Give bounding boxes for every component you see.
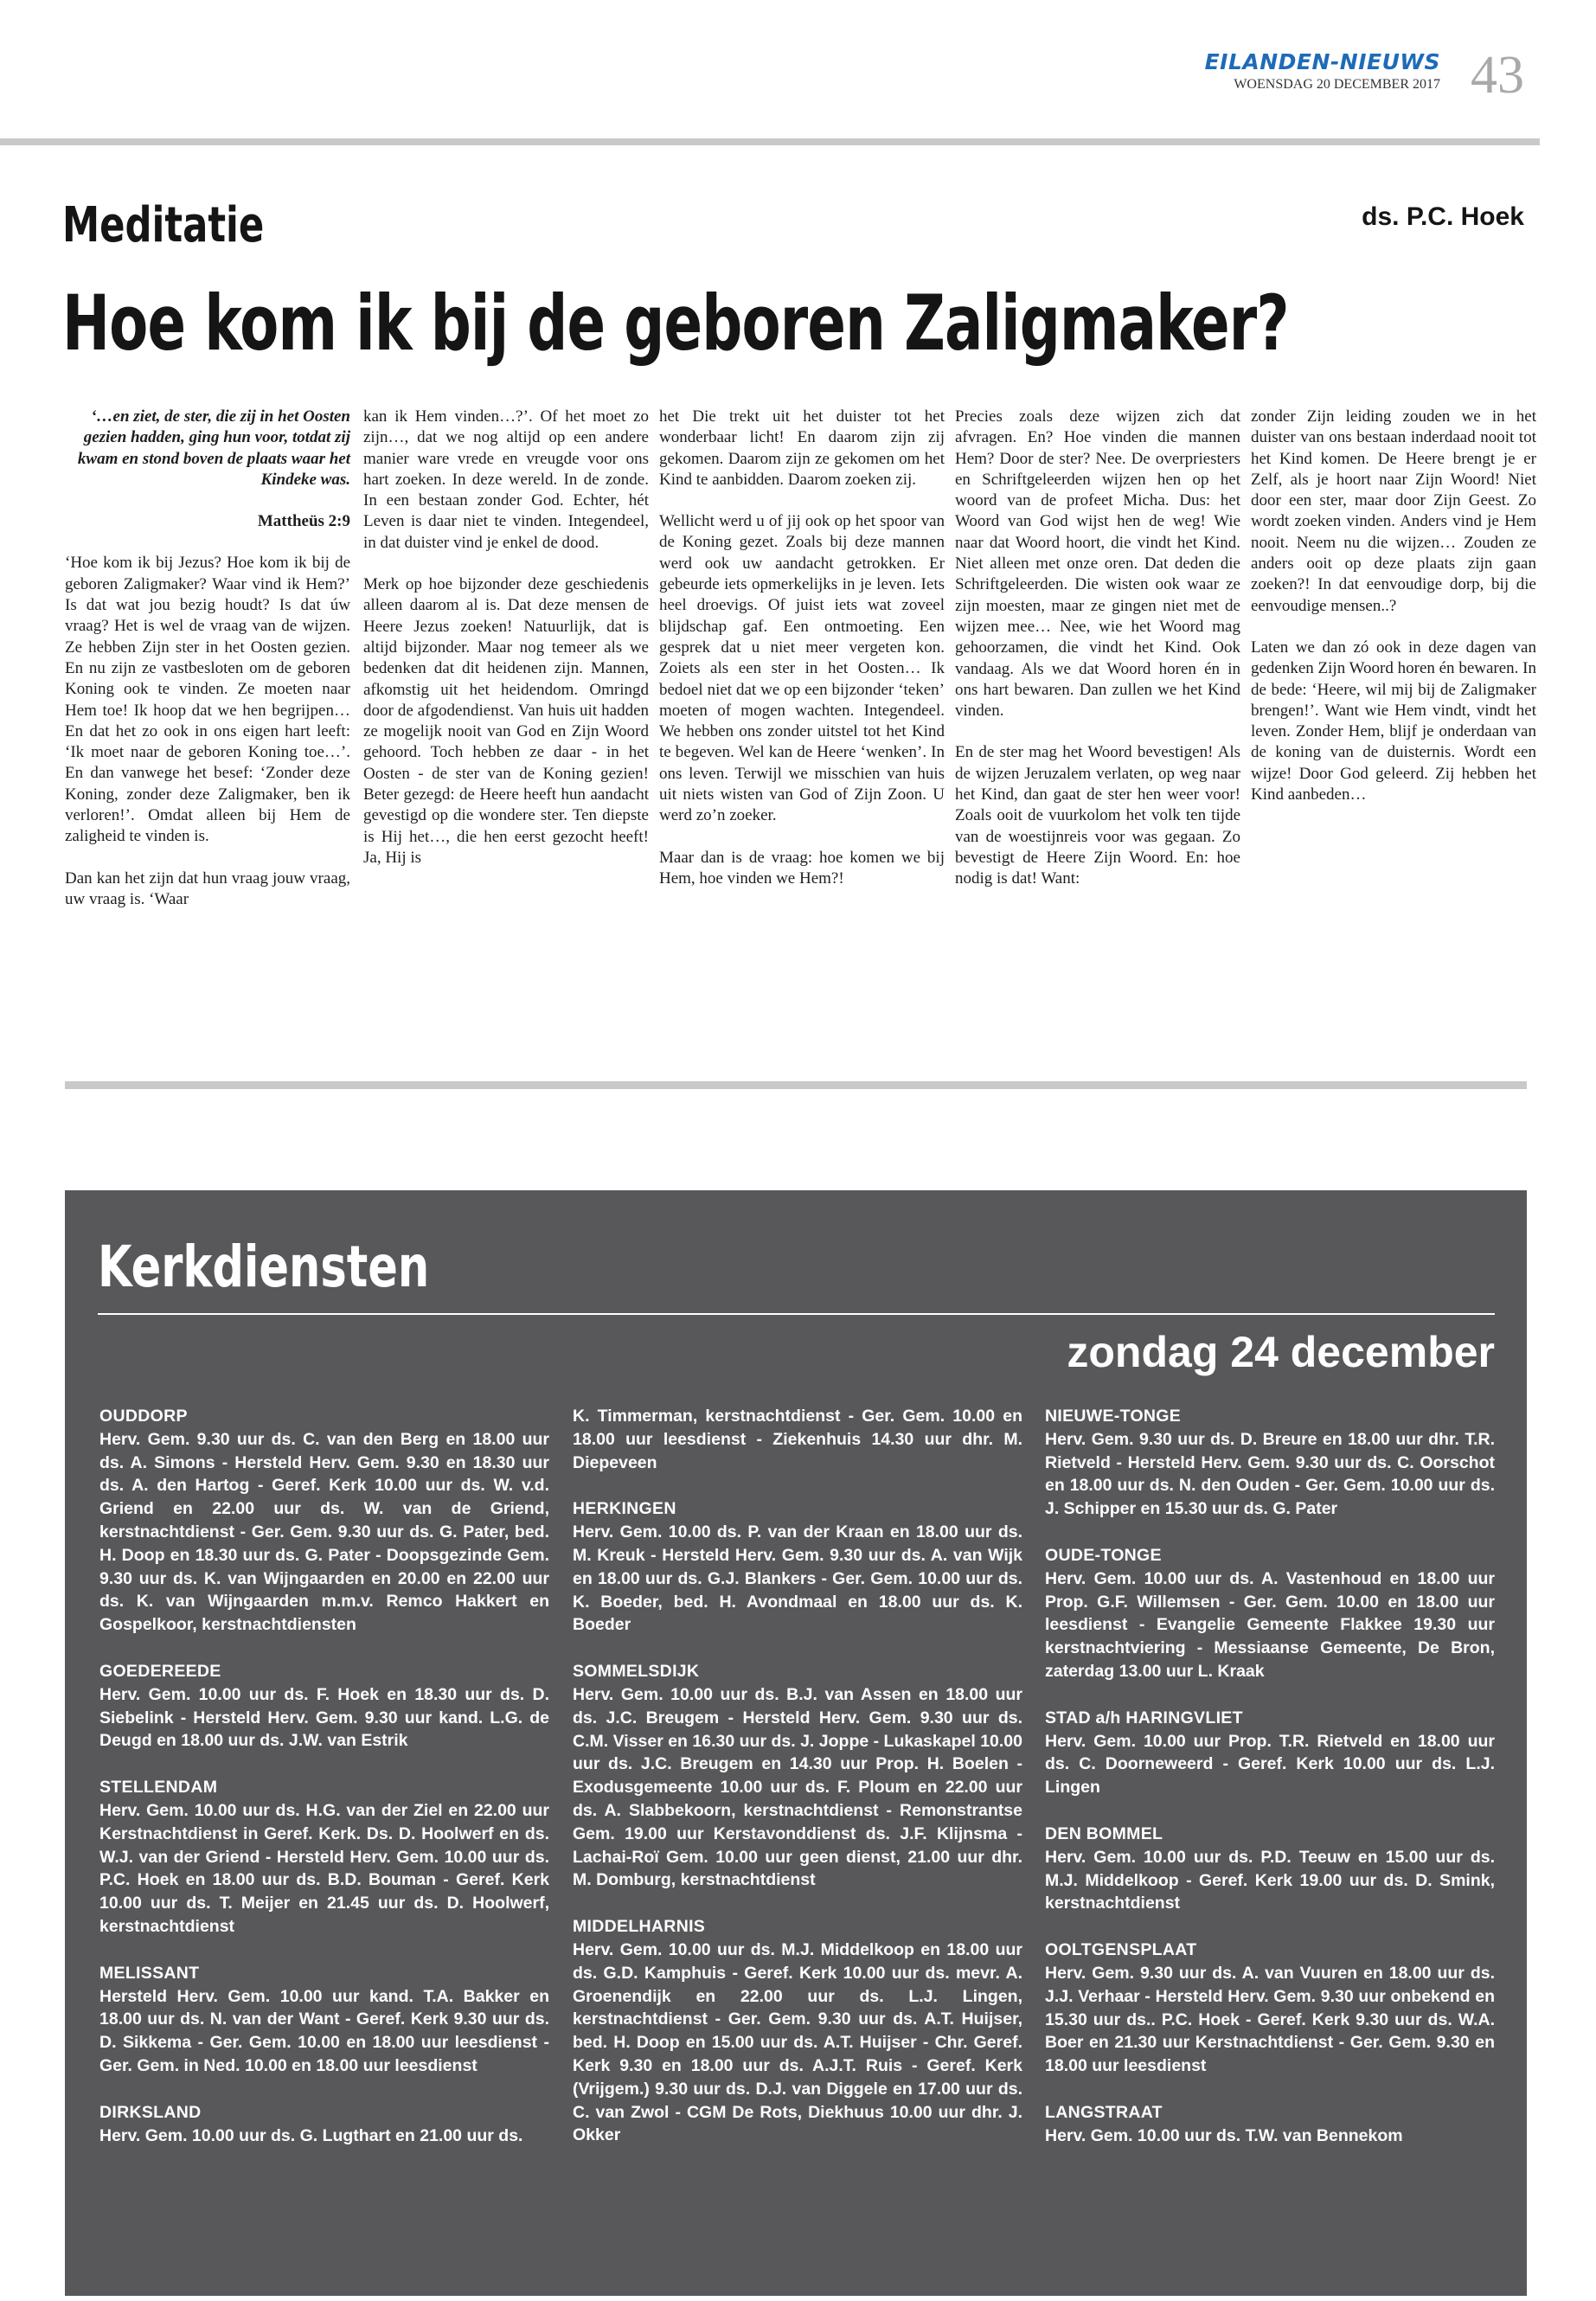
services-column-2 [573,1405,1022,2170]
service-text: Herv. Gem. 10.00 uur ds. M.J. Middelkoop en 18.00 uur ds. G.D. Kamphuis - Geref. Kerk 10.00 uur ds. mevr. A. Groenendijk en 22.00 uur ds. L.J. Lingen, kerstnachtdienst - Ger. Gem. 9.30 uur ds. A.T. Huijser, bed. H. Doop en 15.00 uur ds. A.T. Huijser - Chr. Geref. Kerk 9.30 en 18.00 uur ds. A.J.T. Ruis - Geref. Kerk (Vrijgem.) 9.30 uur ds. D.J. van Diggele en 17.00 uur ds. C. van Zwol - CGM De Rots, Diekhuus 10.00 uur dhr. J. Okker [573,1939,1022,2145]
paragraph: het Die trekt uit het duister tot het wonderbaar licht! En daarom zijn zij gekomen. Daarom zijn ze gekomen om het Kind te aanbidden. Daarom zoeken zij. [659,407,945,489]
paragraph: kan ik Hem vinden…?’. Of het moet zo zijn…, dat we nog altijd op een andere manier ware vrede en vreugde voor ons hart zoeken. In deze wereld. In de zonde. In een bestaan zonder God. Echter, hét Leven is daar niet te vinden. Integendeel, in dat duister vind je enkel de dood. [363,407,649,552]
place-name: MELISSANT [99,1963,200,1983]
service-entry [1045,1544,1495,1683]
service-text: Hersteld Herv. Gem. 10.00 uur kand. T.A. Bakker en 18.00 uur ds. N. van der Want - Geref. Kerk 9.30 uur ds. D. Sikkema - Ger. Gem. 10.00 en 18.00 uur leesdienst - Ger. Gem. in Ned. 10.00 en 18.00 uur leesdienst [99,1986,549,2075]
service-text: Herv. Gem. 10.00 uur ds. A. Vastenhoud en 18.00 uur Prop. G.F. Willemsen - Ger. Gem. 10.00 en 18.00 uur leesdienst - Evangelie Gemeente Flakkee 19.30 uur kerstnachtviering - Messiaanse Gemeente, De Bron, zaterdag 13.00 uur L. Kraak [1045,1568,1495,1681]
place-name: STELLENDAM [99,1778,218,1798]
service-text: Herv. Gem. 10.00 uur ds. P.D. Teeuw en 15.00 uur ds. M.J. Middelkoop - Geref. Kerk 19.00 uur ds. D. Smink, kerstnachtdienst [1045,1847,1495,1913]
section-divider [65,1081,1527,1089]
top-divider [0,138,1540,145]
article-column-1 [65,407,350,931]
paragraph: Merk op hoe bijzonder deze geschiedenis alleen daarom al is. Dat deze mensen de Heere Jezus zoeken! Natuurlijk, dat is altijd bijzonder. Maar nog temeer als we bedenken dat dit heidenen zijn. Mannen, afkomstig uit het heidendom. Omringd door de afgodendienst. Van huis uit hadden ze mogelijk nooit van God en Zijn Woord gehoord. Toch hebben ze daar - in het Oosten - de ster van de Koning gezien! Beter gezegd: de Heere heeft hun aandacht gevestigd op die wondere ster. Ten diepste is Hij het…, die hen eerst gezocht heeft! Ja, Hij is [363,575,649,867]
title-underline [98,1313,1495,1315]
place-name: LANGSTRAAT [1045,2102,1163,2122]
service-text: Herv. Gem. 10.00 uur ds. F. Hoek en 18.30 uur ds. D. Siebelink - Hersteld Herv. Gem. 9.30 uur kand. L.G. de Deugd en 18.00 uur ds. J.W. van Estrik [99,1684,549,1751]
article-author: ds. P.C. Hoek [1362,202,1524,231]
paragraph: Precies zoals deze wijzen zich dat afvragen. En? Hoe vinden die mannen Hem? Door de ster? Nee. De overpriesters en Schriftgeleerden wijzen hen op het woord van de profeet Micha. Dus: het Woord van God wijst hen de weg! Wie naar dat Woord hoort, die vindt het Kind. Niet alleen met onze oren. Dat deden die Schriftgeleerden. Die wisten ook waar ze zijn moesten, maar ze gingen niet met de wijzen mee… Nee, wie het Woord mag gehoorzamen, die vindt het Kind. Ook vandaag. Als we dat Woord horen én in ons hart bewaren. Dan zullen we het Kind vinden. [955,407,1240,721]
place-name: MIDDELHARNIS [573,1917,706,1937]
paragraph: Laten we dan zó ook in deze dagen van gedenken Zijn Woord horen én bewaren. In de bede: ‘Heere, wil mij bij de Zaligmaker brengen!’. Want wie Hem vindt, vindt het leven. Zonder Hem, blijf je onderdaan van de koning van de duisternis. Wordt een wijze! Door God geleerd. Zij hebben het Kind aanbeden… [1251,638,1536,804]
service-entry [1045,2101,1495,2148]
service-entry [573,1660,1022,1892]
place-name: DIRKSLAND [99,2102,202,2122]
service-entry [1045,1707,1495,1799]
service-entry [99,1405,549,1637]
bible-quote: ‘…en ziet, de ster, die zij in het Oosten gezien hadden, ging hun voor, totdat zij kwam en stond boven de plaats waar het Kindeke was. [77,407,350,489]
service-text: Herv. Gem. 9.30 uur ds. D. Breure en 18.00 uur dhr. T.R. Rietveld - Hersteld Herv. Gem. 9.30 uur ds. C. Oorschot en 18.00 uur ds. N. den Ouden - Ger. Gem. 10.00 uur ds. J. Schipper en 15.30 uur ds. G. Pater [1045,1429,1495,1519]
service-text: Herv. Gem. 9.30 uur ds. C. van den Berg en 18.00 uur ds. A. Simons - Hersteld Herv. Gem. 9.30 en 18.30 uur ds. A. den Hartog - Geref. Kerk 10.00 uur ds. W. v.d. Griend en 22.00 uur ds. W. van de Griend, kerstnachtdienst - Ger. Gem. 9.30 uur ds. G. Pater, bed. H. Doop en 18.30 uur ds. G. Pater - Doopsgezinde Gem. 9.30 uur ds. K. van Wijngaarden en 20.00 en 22.00 uur ds. K. van Wijngaarden m.m.v. Remco Hakkert en Gospelkoor, kerstnachtdiensten [99,1429,549,1635]
service-entry [99,1776,549,1939]
service-entry [99,1660,549,1753]
issue-date: WOENSDAG 20 DECEMBER 2017 [1234,77,1440,92]
service-entry [1045,1939,1495,2078]
service-entry [99,1962,549,2078]
place-name: OUDE-TONGE [1045,1545,1162,1565]
article-column-3 [659,407,945,910]
service-text: Herv. Gem. 10.00 uur ds. B.J. van Assen en 18.00 uur ds. J.C. Breugem - Hersteld Herv. Gem. 9.30 uur ds. C.M. Visser en 16.30 uur ds. J. Joppe - Lukaskapel 10.00 uur ds. J.C. Breugem en 14.30 uur Prop. H. Boelen - Exodusgemeente 10.00 uur ds. F. Ploum en 22.00 uur ds. A. Slabbekoorn, kerstnachtdienst - Remonstrantse Gem. 19.00 uur Kerstavonddienst ds. J.F. Klijnsma - Lachai-Roï Gem. 10.00 uur geen dienst, 21.00 uur dhr. M. Domburg, kerstnachtdienst [573,1684,1022,1890]
paragraph: Wellicht werd u of jij ook op het spoor van de Koning gezet. Zoals bij deze mannen werd ook uw aandacht getrokken. Er gebeurde iets opmerkelijks in je leven. Iets heel droevigs. Of juist iets wat zoveel blijdschap gaf. Een ontmoeting. Een gesprek dat u niet meer vergeten kon. Zoiets als een ster in het Oosten… Ik bedoel niet dat we op een bijzonder ‘teken’ moeten of mogen wachten. Integendeel. We hebben ons zonder uitstel tot het Kind te begeven. Wel kan de Heere ‘wenken’. In ons leven. Terwijl we misschien van huis uit niets wisten van God of Zijn Zoon. U werd zo’n zoeker. [659,512,945,825]
place-name: STAD a/h HARINGVLIET [1045,1708,1243,1727]
service-entry [1045,1405,1495,1521]
masthead [1194,50,1440,93]
church-services-title: Kerkdiensten [98,1234,430,1300]
service-text: Herv. Gem. 10.00 uur ds. H.G. van der Ziel en 22.00 uur Kerstnachtdienst in Geref. Kerk. Ds. D. Hoolwerf en ds. W.J. van der Griend - Hersteld Herv. Gem. 10.00 uur ds. P.C. Hoek en 18.00 uur ds. B.D. Bouman - Geref. Kerk 10.00 uur ds. T. Meijer en 21.45 uur ds. D. Hoolwerf, kerstnachtdienst [99,1800,549,1936]
service-text: K. Timmerman, kerstnachtdienst - Ger. Gem. 10.00 en 18.00 uur leesdienst - Ziekenhuis 14.30 uur dhr. M. Diepeveen [573,1407,1022,1472]
place-name: OUDDORP [99,1407,188,1426]
article-column-5 [1251,407,1536,826]
paragraph: zonder Zijn leiding zouden we in het duister van ons bestaan inderdaad nooit tot het Kind komen. De Heere brengt je er Zelf, als je hoort naar Zijn Woord! Niet door een ster, maar door Zijn Geest. Zo wordt zoeken vinden. Anders vind je Hem nooit. Neem nu die wijzen… Zouden ze anders ooit op deze plaats zijn gaan zoeken?! In dat eenvoudige dorp, bij die eenvoudige mensen..? [1251,407,1536,615]
church-services-box [65,1190,1527,2296]
article-column-2 [363,407,649,889]
newspaper-logo: EILANDEN-NIEUWS [1204,49,1440,74]
place-name: HERKINGEN [573,1499,676,1519]
service-entry [573,1915,1022,2147]
service-text: Herv. Gem. 9.30 uur ds. A. van Vuuren en 18.00 uur ds. J.J. Verhaar - Hersteld Herv. Gem. 9.30 uur onbekend en 15.30 uur ds.. P.C. Hoek - Geref. Kerk 9.30 uur ds. W.A. Boer en 21.30 uur Kerstnachtdienst - Ger. Gem. 9.30 en 18.00 uur leesdienst [1045,1963,1495,2076]
paragraph: ‘Hoe kom ik bij Jezus? Hoe kom ik bij de geboren Zaligmaker? Waar vind ik Hem?’ Is dat wat jou bezig houdt? Is dat úw vraag? Het is wel de vraag van de wijzen. Ze hebben Zijn ster in het Oosten gezien. En nu zijn ze vastbesloten om de geboren Koning ook te vinden. Ze moeten naar Hem toe! Ik hoop dat we hen begrijpen… En dat het zo ook in ons eigen hart leeft: ‘Ik moet naar de geboren Koning toe…’. En dan vanwege het besef: ‘Zonder deze Koning, zonder deze Zaligmaker, ben ik verloren!’. Omdat alleen bij Hem de zaligheid te vinden is. [65,554,350,846]
article-column-4 [955,407,1240,911]
services-column-3 [1045,1405,1495,2171]
article-headline: Hoe kom ik bij de geboren Zaligmaker? [62,279,1289,368]
place-name: DEN BOMMEL [1045,1823,1163,1843]
place-name: SOMMELSDIJK [573,1662,700,1682]
service-entry [573,1405,1022,1474]
paragraph: En de ster mag het Woord bevestigen! Als de wijzen Jeruzalem verlaten, op weg naar het Kind, dan gaat de ster hen weer voor! Zoals ooit de vuurkolom het volk ten tijde van de woestijnreis voor was gegaan. Zo bevestigt de Heere Zijn Woord. En: hoe nodig is dat! Want: [955,743,1240,888]
section-label: Meditatie [62,197,265,253]
service-text: Herv. Gem. 10.00 uur ds. G. Lugthart en 21.00 uur ds. [99,2125,523,2145]
paragraph: Dan kan het zijn dat hun vraag jouw vraag, uw vraag is. ‘Waar [65,868,350,908]
place-name: OOLTGENSPLAAT [1045,1940,1197,1960]
service-text: Herv. Gem. 10.00 uur Prop. T.R. Rietveld en 18.00 uur ds. C. Doorneweerd - Geref. Kerk 10.00 uur ds. L.J. Lingen [1045,1731,1495,1798]
place-name: NIEUWE-TONGE [1045,1407,1182,1426]
services-date: zondag 24 december [1067,1328,1495,1376]
place-name: GOEDEREEDE [99,1661,221,1681]
service-text: Herv. Gem. 10.00 uur ds. T.W. van Bennekom [1045,2125,1403,2145]
page-number: 43 [1471,46,1524,105]
service-entry [573,1497,1022,1637]
services-column-1 [99,1405,549,2170]
service-entry [1045,1823,1495,1915]
service-text: Herv. Gem. 10.00 ds. P. van der Kraan en 18.00 uur ds. M. Kreuk - Hersteld Herv. Gem. 9.30 uur ds. A. van Wijk en 18.00 uur ds. G.J. Blankers - Ger. Gem. 10.00 uur ds. K. Boeder, bed. H. Avondmaal en 18.00 uur ds. K. Boeder [573,1522,1022,1635]
bible-reference: Mattheüs 2:9 [257,512,350,531]
paragraph: Maar dan is de vraag: hoe komen we bij Hem, hoe vinden we Hem?! [659,848,945,888]
service-entry [99,2101,549,2148]
